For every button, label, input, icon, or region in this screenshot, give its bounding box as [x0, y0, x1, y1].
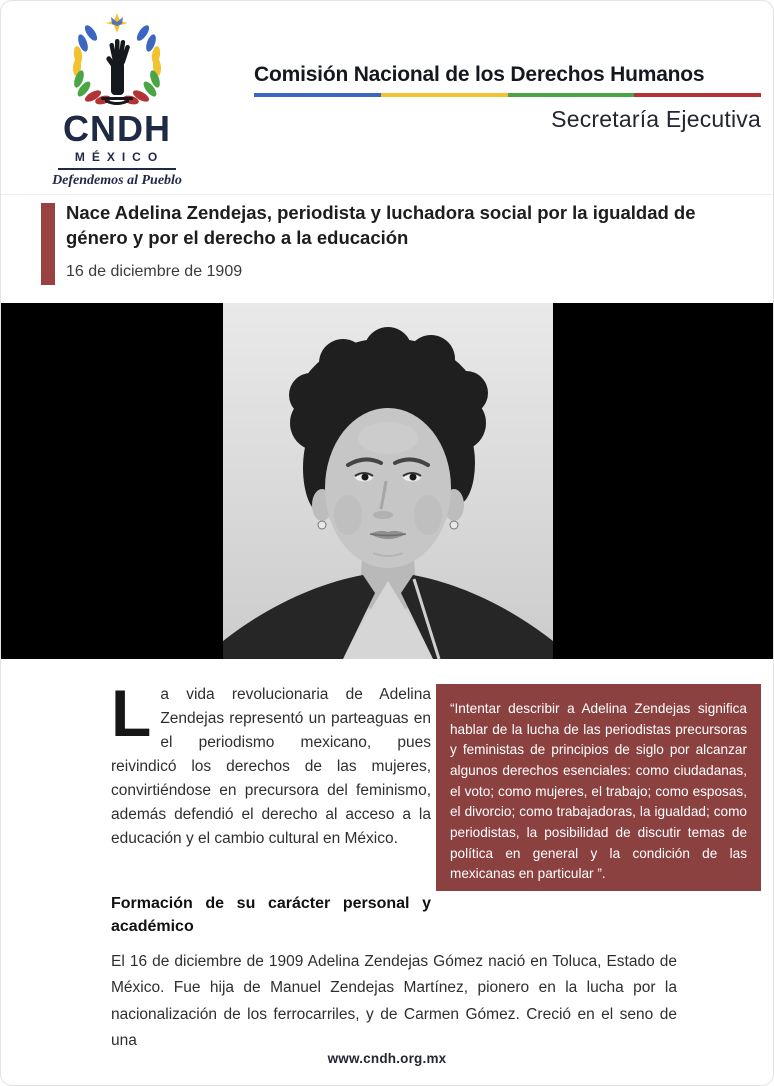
cndh-logo	[31, 13, 203, 189]
hand-icon	[101, 39, 133, 105]
quote-text: “Intentar describir a Adelina Zendejas significa hablar de la lucha de las periodistas precursoras y feministas de principios de siglo por alcanzar algunos derechos esenciales: como ciudadanas, el voto; como mujeres, el trabajo; como esposas, el divorcio; como trabajadoras, la igualdad; como periodistas, la posibilidad de discutir temas de política en general y la condición de las mexicanas en particular ”.	[450, 701, 747, 882]
logo-country: MÉXICO	[74, 150, 165, 164]
org-title: Comisión Nacional de los Derechos Humanos	[254, 63, 705, 86]
tricolor-segment-green	[508, 93, 635, 97]
logo-acronym: CNDH	[63, 108, 171, 149]
lead-paragraph	[111, 676, 431, 851]
division-title: Secretaría Ejecutiva	[551, 106, 761, 132]
pull-quote-box	[436, 684, 761, 930]
header-divider	[1, 194, 773, 195]
logo-motto: Defendemos al Pueblo	[52, 173, 182, 188]
logo-wreath-icon	[65, 13, 169, 109]
section-heading: Formación de su carácter personal y académico	[111, 895, 431, 936]
logo-rule	[58, 168, 176, 170]
dropcap: L	[111, 676, 152, 750]
tricolor-segment-red	[634, 93, 761, 97]
portrait-photo	[223, 303, 553, 659]
article-date: 16 de diciembre de 1909	[66, 263, 243, 280]
article-title: Nace Adelina Zendejas, periodista y luchadora social por la igualdad de género y por el derecho a la educación	[66, 202, 696, 248]
title-accent-bar	[41, 203, 55, 285]
footer-url[interactable]: www.cndh.org.mx	[327, 1051, 447, 1066]
header	[254, 63, 761, 133]
quote-author: Josefina Hernández Téllez	[550, 894, 747, 912]
quote-work: “El género y la escritura femenina”	[548, 914, 747, 930]
lead-text: a vida revolucionaria de Adelina Zendejas representó un parteaguas en el periodismo mexicano, pues reivindicó los derechos de las mujeres, convirtiéndose en precursora del feminismo, además defendió el derecho al acceso a la educación y el cambio cultural en México.	[111, 686, 431, 848]
tricolor-bar	[254, 93, 761, 97]
photo-banner	[1, 303, 774, 659]
body-paragraph: El 16 de diciembre de 1909 Adelina Zendejas Gómez nació en Toluca, Estado de México. Fue hija de Manuel Zendejas Martínez, pionero en la lucha por la nacionalización de los ferrocarriles, y de Carmen Gómez. Creció en el seno de una	[111, 953, 677, 1050]
tricolor-segment-blue	[254, 93, 381, 97]
quote-attribution	[450, 895, 747, 930]
tricolor-segment-yellow	[381, 93, 508, 97]
